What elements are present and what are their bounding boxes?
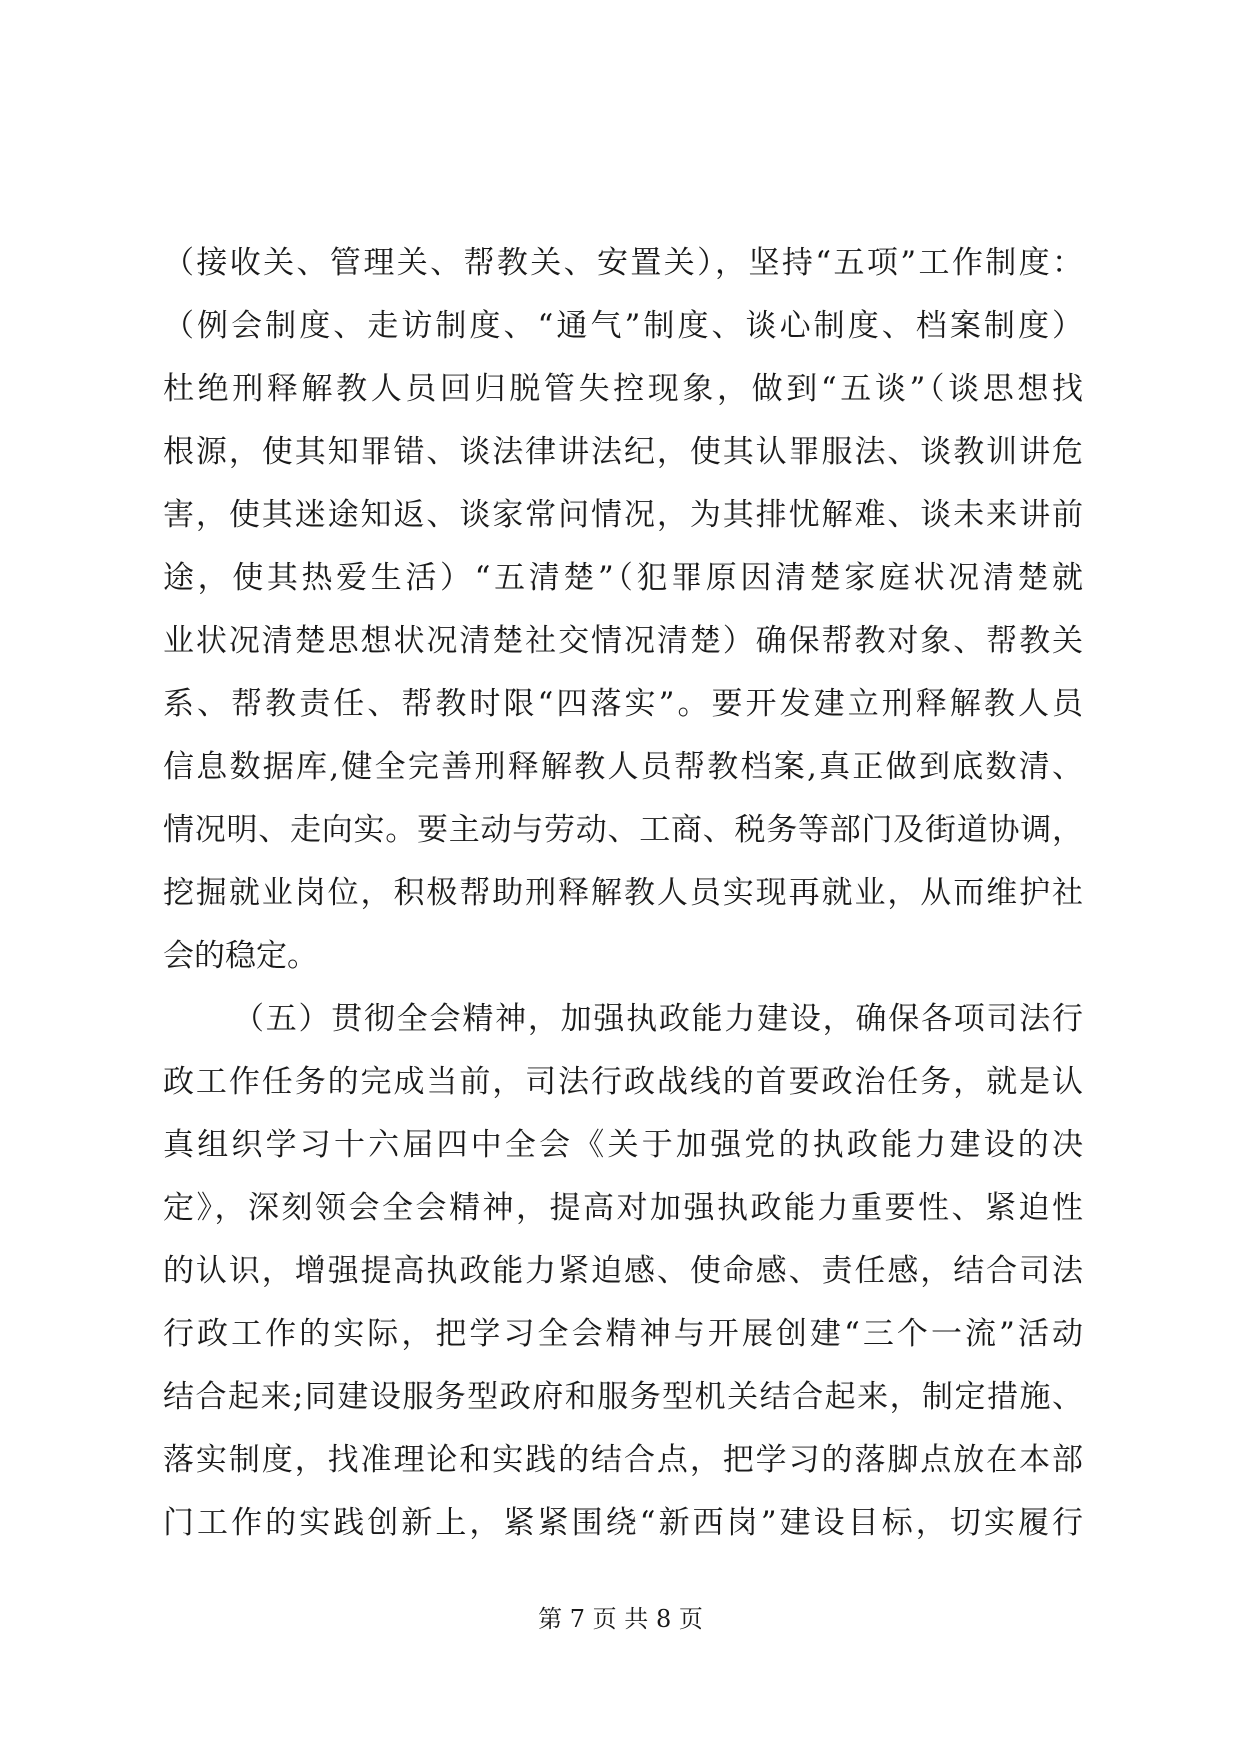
text-line: （例会制度、走访制度、“通气”制度、谈心制度、档案制度）	[163, 308, 1083, 344]
text-line: 根源，使其知罪错、谈法律讲法纪，使其认罪服法、谈教训讲危	[163, 434, 1083, 470]
text-line: 定》，深刻领会全会精神，提高对加强执政能力重要性、紧迫性	[163, 1190, 1083, 1226]
text-line: 系、帮教责任、帮教时限“四落实”。要开发建立刑释解教人员	[163, 686, 1083, 722]
text-line: 的认识，增强提高执政能力紧迫感、使命感、责任感，结合司法	[163, 1253, 1083, 1289]
text-line: 门工作的实践创新上，紧紧围绕“新西岗”建设目标，切实履行	[163, 1505, 1083, 1541]
paragraph-1	[163, 232, 1083, 988]
text-line: 政工作任务的完成当前，司法行政战线的首要政治任务，就是认	[163, 1064, 1083, 1100]
text-line: 途，使其热爱生活）“五清楚”（犯罪原因清楚家庭状况清楚就	[163, 560, 1083, 596]
text-line: 落实制度，找准理论和实践的结合点，把学习的落脚点放在本部	[163, 1442, 1083, 1478]
text-line: 会的稳定。	[163, 938, 318, 974]
text-line: （五）贯彻全会精神，加强执政能力建设，确保各项司法行	[233, 1001, 1083, 1037]
text-line: 害，使其迷途知返、谈家常问情况，为其排忧解难、谈未来讲前	[163, 497, 1083, 533]
text-line: 业状况清楚思想状况清楚社交情况清楚）确保帮教对象、帮教关	[163, 623, 1083, 659]
text-line: 结合起来;同建设服务型政府和服务型机关结合起来，制定措施、	[163, 1379, 1083, 1415]
text-line: 杜绝刑释解教人员回归脱管失控现象，做到“五谈”（谈思想找	[163, 371, 1083, 407]
text-line: （接收关、管理关、帮教关、安置关），坚持“五项”工作制度：	[163, 245, 1083, 281]
text-line: 情况明、走向实。要主动与劳动、工商、税务等部门及街道协调，	[163, 812, 1083, 848]
page-number-footer: 第 7 页 共 8 页	[538, 1605, 703, 1633]
text-line: 信息数据库,健全完善刑释解教人员帮教档案,真正做到底数清、	[163, 749, 1083, 785]
paragraph-2	[163, 988, 1083, 1555]
text-line: 行政工作的实际，把学习全会精神与开展创建“三个一流”活动	[163, 1316, 1083, 1352]
text-line: 挖掘就业岗位，积极帮助刑释解教人员实现再就业，从而维护社	[163, 875, 1083, 911]
document-body	[163, 232, 1083, 1555]
text-line: 真组织学习十六届四中全会《关于加强党的执政能力建设的决	[163, 1127, 1083, 1163]
